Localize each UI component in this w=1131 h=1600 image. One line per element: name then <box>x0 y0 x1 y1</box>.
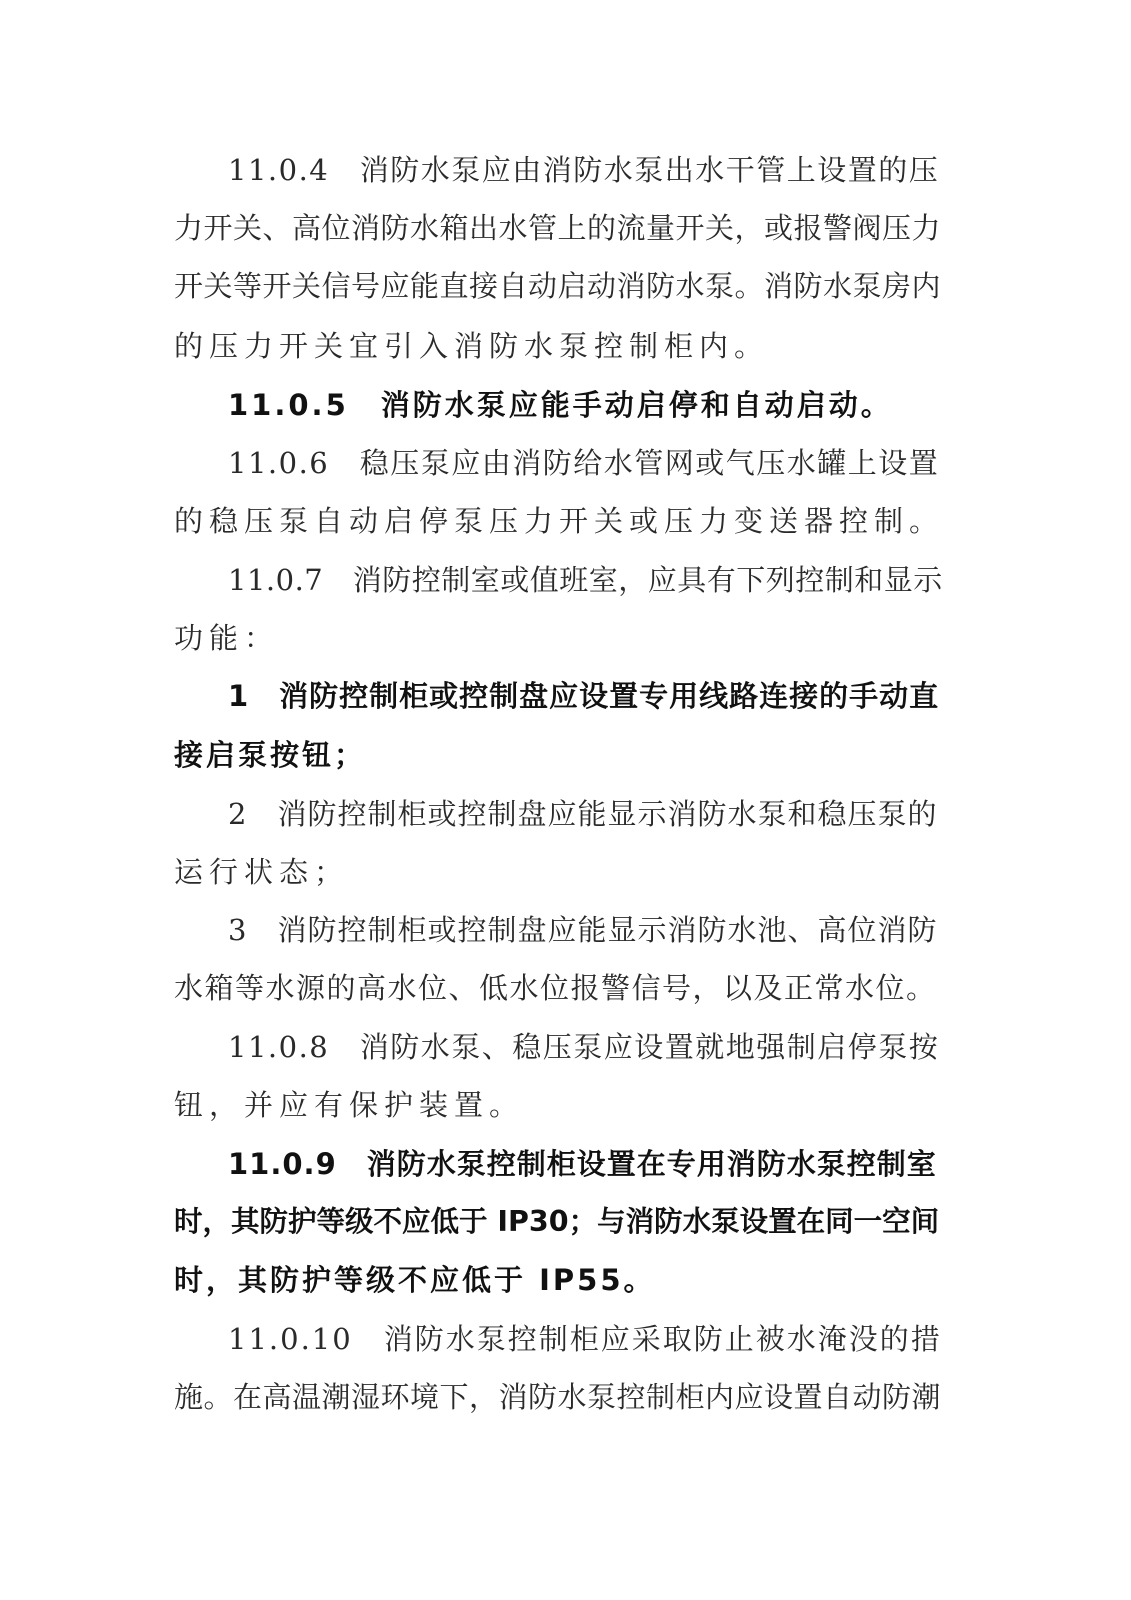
text-line: 11.0.6 稳压泵应由消防给水管网或气压水罐上设置 <box>228 446 940 480</box>
text-line: 的稳压泵自动启停泵压力开关或压力变送器控制。 <box>174 504 945 538</box>
text-line: 11.0.7 消防控制室或值班室，应具有下列控制和显示 <box>228 563 943 597</box>
text-line: 3 消防控制柜或控制盘应能显示消防水池、高位消防 <box>228 913 938 947</box>
text-line: 1 消防控制柜或控制盘应设置专用线路连接的手动直 <box>228 679 940 713</box>
text-line: 开关等开关信号应能直接自动启动消防水泵。消防水泵房内 <box>174 269 942 303</box>
text-line: 钮，并应有保护装置。 <box>174 1088 525 1122</box>
text-line: 功能： <box>174 621 280 655</box>
text-line: 接启泵按钮； <box>174 738 367 772</box>
text-line: 11.0.5 消防水泵应能手动启停和自动启动。 <box>228 388 893 422</box>
text-line: 时，其防护等级不应低于 IP55。 <box>174 1263 656 1297</box>
text-line: 力开关、高位消防水箱出水管上的流量开关，或报警阀压力 <box>174 211 942 245</box>
text-line: 施。在高温潮湿环境下，消防水泵控制柜内应设置自动防潮 <box>174 1380 942 1414</box>
text-line: 的压力开关宜引入消防水泵控制柜内。 <box>174 329 770 363</box>
text-line: 11.0.8 消防水泵、稳压泵应设置就地强制启停泵按 <box>228 1030 940 1064</box>
text-line: 11.0.9 消防水泵控制柜设置在专用消防水泵控制室 <box>228 1147 937 1181</box>
text-line: 11.0.10 消防水泵控制柜应采取防止被水淹没的措 <box>228 1322 942 1356</box>
text-line: 水箱等水源的高水位、低水位报警信号，以及正常水位。 <box>174 971 937 1005</box>
text-line: 11.0.4 消防水泵应由消防水泵出水干管上设置的压 <box>228 153 940 187</box>
text-line: 2 消防控制柜或控制盘应能显示消防水泵和稳压泵的 <box>228 797 938 831</box>
text-line: 运行状态； <box>174 855 350 889</box>
text-line: 时，其防护等级不应低于 IP30；与消防水泵设置在同一空间 <box>174 1205 940 1238</box>
